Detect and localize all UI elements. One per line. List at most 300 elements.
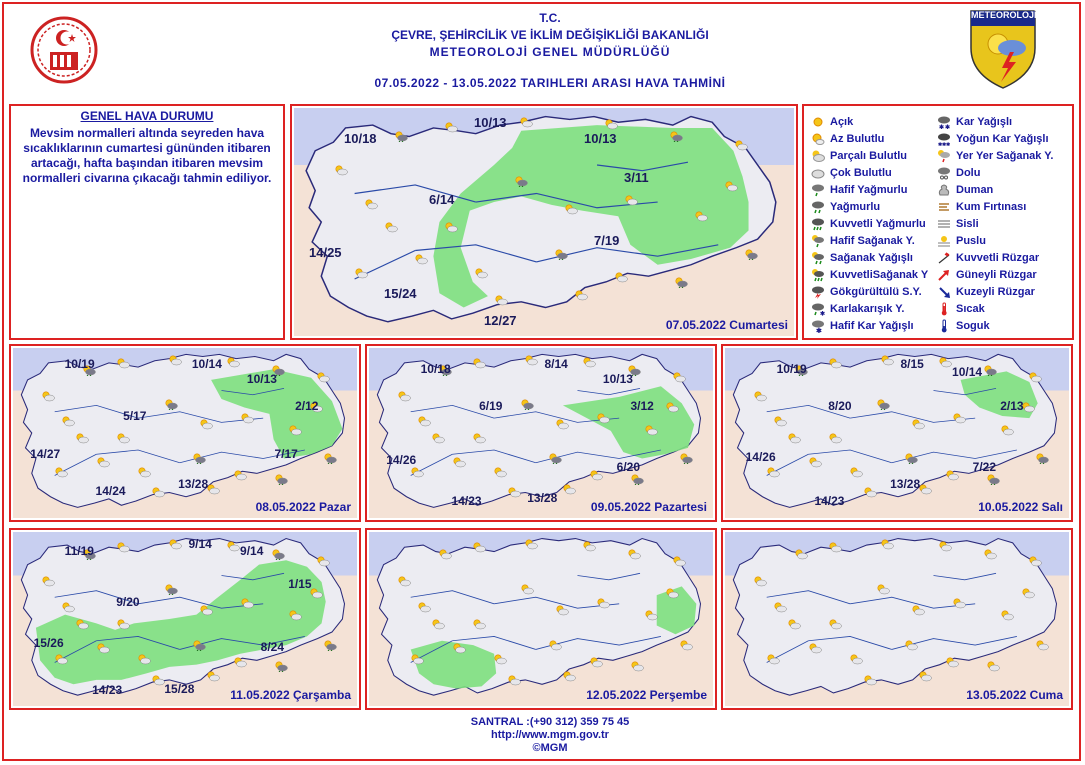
legend-item [936, 233, 986, 249]
shower-icon [520, 399, 534, 410]
partly-cloudy-icon [876, 584, 890, 595]
legend-box [802, 104, 1074, 340]
shower-icon [630, 474, 644, 485]
map-date-caption: 11.05.2022 Çarşamba [230, 688, 351, 702]
legend-label: Hafif Kar Yağışlı [830, 320, 914, 332]
partly-cloudy-icon [787, 619, 801, 630]
partly-cloudy-icon [431, 619, 445, 630]
temperature-label: 15/28 [164, 681, 195, 696]
map-date-caption: 13.05.2022 Cuma [966, 688, 1063, 702]
forecast-map-day3 [365, 344, 717, 522]
legend-item [936, 165, 980, 181]
header-ministry: ÇEVRE, ŞEHİRCİLİK VE İKLİM DEĞİŞİKLİĞİ BAKANLIĞI [391, 28, 709, 42]
legend-label: Dolu [956, 167, 981, 179]
legend-label: Karlakarışık Y. [830, 303, 905, 315]
map-area [294, 108, 794, 336]
light-snow-icon [810, 319, 826, 333]
rain-icon [810, 200, 826, 214]
legend-item [936, 199, 1026, 215]
partly-cloudy-icon [724, 181, 738, 192]
heavy-rain-icon [810, 217, 826, 231]
partly-cloudy-icon [627, 549, 641, 560]
temperature-label: 10/13 [474, 114, 507, 130]
temperature-label: 6/20 [616, 460, 641, 475]
partly-cloudy-icon [582, 357, 596, 368]
partly-cloudy-icon [240, 598, 254, 609]
partly-cloudy-icon [54, 654, 68, 665]
legend-item [810, 131, 884, 147]
partly-cloudy-icon [316, 556, 330, 567]
legend-label: Kum Fırtınası [956, 201, 1027, 213]
partly-cloudy-icon [604, 119, 618, 130]
partly-cloudy-icon [116, 542, 130, 553]
shower-icon [323, 453, 337, 464]
legend-item [936, 284, 1035, 300]
light-rain-icon [810, 183, 826, 197]
partly-cloudy-icon [564, 204, 578, 215]
partly-cloudy-icon [116, 358, 130, 369]
temperature-label: 13/28 [178, 477, 209, 492]
shower-icon [679, 453, 693, 464]
partly-cloudy-icon [555, 419, 569, 430]
shower-icon [876, 399, 890, 410]
legend-label: Yoğun Kar Yağışlı [956, 133, 1049, 145]
map-area [725, 348, 1069, 518]
legend-label: Güneyli Rüzgar [956, 269, 1037, 281]
partly-cloudy-icon [233, 657, 247, 668]
map-area [369, 532, 713, 706]
partly-cloudy-icon [808, 643, 822, 654]
shower-icon [323, 640, 337, 651]
map-date-caption: 08.05.2022 Pazar [255, 500, 351, 514]
map-date-caption: 09.05.2022 Pazartesi [590, 500, 707, 514]
legend-item [810, 267, 928, 283]
partly-cloudy-icon [1035, 640, 1049, 651]
local-shower-icon [936, 149, 952, 163]
cloud-icon [810, 166, 826, 180]
partly-cloudy-icon [574, 290, 588, 301]
partly-cloudy-icon [206, 671, 220, 682]
partly-cloudy-icon [938, 541, 952, 552]
partly-cloudy-icon [555, 605, 569, 616]
partly-cloudy-icon [614, 272, 628, 283]
temperature-label: 10/13 [584, 130, 617, 146]
legend-item [810, 301, 904, 317]
temperature-label: 12/27 [484, 313, 517, 329]
partly-cloudy-icon [863, 675, 877, 686]
partly-cloudy-icon [137, 467, 151, 478]
map-date-caption: 10.05.2022 Salı [978, 500, 1063, 514]
partly-cloudy-icon [753, 576, 767, 587]
partly-cloudy-icon [562, 671, 576, 682]
shower-icon [983, 365, 997, 376]
partly-cloudy-icon [624, 195, 638, 206]
partly-cloudy-icon [679, 640, 693, 651]
partly-cloudy-icon [384, 222, 398, 233]
forecast-map-day4 [721, 344, 1073, 522]
svg-text:✱: ✱ [820, 311, 825, 316]
partly-cloudy-icon [773, 602, 787, 613]
partly-cloudy-icon [316, 372, 330, 383]
partly-cloudy-icon [431, 433, 445, 444]
partly-cloudy-icon [137, 654, 151, 665]
map-area [13, 348, 357, 518]
partly-cloudy-icon [288, 425, 302, 436]
legend-item [936, 182, 993, 198]
ministry-emblem-icon [30, 10, 98, 92]
svg-text:✱: ✱ [816, 328, 822, 333]
general-weather-text: Mevsim normalleri altında seyreden hava sıcaklıklarının cumartesi gününden itibaren artacağı, hafta başından itibaren mevsim normalleri civarına çıkacağı tahmin ediliyor. [22, 126, 272, 185]
legend-label: Çok Bulutlu [830, 167, 892, 179]
partly-cloudy-icon [494, 295, 508, 306]
haze-icon [936, 234, 952, 248]
legend-item [936, 318, 990, 334]
partly-cloudy-icon [41, 576, 55, 587]
temperature-label: 8/15 [900, 356, 924, 371]
temperature-label: 10/13 [602, 371, 633, 386]
partly-cloudy-icon [474, 268, 488, 279]
partly-cloudy-icon [452, 457, 466, 468]
temperature-label: 6/19 [479, 399, 503, 413]
legend-label: Sisli [956, 218, 979, 230]
partly-cloudy-icon [952, 413, 966, 424]
partly-cloudy-icon [589, 657, 603, 668]
partly-cloudy-icon [880, 539, 894, 550]
partly-cloudy-icon [233, 470, 247, 481]
legend-label: Yağmurlu [830, 201, 881, 213]
header-date-range: 07.05.2022 - 13.05.2022 TARIHLERI ARASI HAVA TAHMİNİ [374, 76, 726, 90]
temperature-label: 3/12 [630, 399, 654, 413]
temperature-label: 8/20 [828, 399, 852, 413]
partly-cloudy-icon [168, 539, 182, 550]
svg-text:✱: ✱ [939, 125, 945, 129]
partly-cloudy-icon [524, 355, 538, 366]
partly-cloudy-icon [1000, 425, 1014, 436]
legend-label: Duman [956, 184, 994, 196]
partly-cloudy-icon [414, 254, 428, 265]
temperature-label: 5/17 [123, 409, 147, 424]
legend-label: Yer Yer Sağanak Y. [956, 150, 1054, 162]
partly-cloudy-icon [524, 539, 538, 550]
temperature-label: 14/23 [92, 683, 123, 698]
svg-text:✱: ✱ [942, 142, 947, 146]
cold-icon [936, 319, 952, 333]
footer-copyright: ©MGM [532, 742, 568, 754]
shower-icon [394, 131, 408, 142]
sun-cloud-icon [810, 132, 826, 146]
legend-item [936, 131, 1049, 147]
shower-icon [548, 453, 562, 464]
header-directorate: METEOROLOJİ GENEL MÜDÜRLÜĞÜ [429, 45, 671, 59]
partly-cloudy-icon [734, 140, 748, 151]
temperature-label: 2/12 [295, 399, 319, 413]
legend-label: Kuvvetli Rüzgar [956, 252, 1040, 264]
legend-item [936, 250, 1039, 266]
general-weather-title: GENEL HAVA DURUMU [80, 109, 214, 123]
legend-item [810, 216, 926, 232]
temperature-label: 14/26 [386, 453, 417, 468]
partly-cloudy-icon [986, 661, 1000, 672]
legend-item [810, 182, 907, 198]
partly-cloudy-icon [808, 457, 822, 468]
temperature-label: 14/26 [745, 450, 776, 464]
partly-cloudy-icon [397, 576, 411, 587]
partly-cloudy-icon [240, 413, 254, 424]
temperature-label: 13/28 [527, 490, 558, 505]
svg-text:✱: ✱ [938, 142, 943, 146]
partly-cloudy-icon [417, 602, 431, 613]
partly-cloudy-icon [810, 149, 826, 163]
temperature-label: 7/17 [274, 446, 298, 461]
partly-cloudy-icon [288, 610, 302, 621]
map-area [725, 532, 1069, 706]
temperature-label: 7/19 [594, 233, 620, 249]
shower-icon [669, 131, 683, 142]
temperature-label: 10/13 [246, 371, 277, 386]
shower-icon [1035, 453, 1049, 464]
forecast-map-day6 [365, 528, 717, 710]
shower-icon [164, 584, 178, 595]
partly-cloudy-icon [665, 588, 679, 599]
map-area [369, 348, 713, 518]
temperature-label: 14/23 [451, 494, 482, 509]
temperature-label: 7/22 [972, 460, 997, 475]
partly-cloudy-icon [828, 619, 842, 630]
shower-icon [744, 249, 758, 260]
forecast-map-day5 [9, 528, 361, 710]
partly-cloudy-icon [672, 372, 686, 383]
partly-cloudy-icon [918, 671, 932, 682]
partly-cloudy-icon [75, 619, 89, 630]
logo-text: METEOROLOJİ [971, 10, 1037, 20]
partly-cloudy-icon [945, 657, 959, 668]
shower-icon [904, 453, 918, 464]
legend-label: Kuzeyli Rüzgar [956, 286, 1035, 298]
sandstorm-icon [936, 200, 952, 214]
legend-item [810, 199, 880, 215]
partly-cloudy-icon [519, 117, 533, 128]
hail-icon [936, 166, 952, 180]
partly-cloudy-icon [938, 357, 952, 368]
legend-label: Kar Yağışlı [956, 116, 1013, 128]
partly-cloudy-icon [773, 416, 787, 427]
partly-cloudy-icon [493, 654, 507, 665]
partly-cloudy-icon [54, 467, 68, 478]
partly-cloudy-icon [168, 355, 182, 366]
partly-cloudy-icon [452, 643, 466, 654]
south-wind-icon [936, 268, 952, 282]
shower-icon [674, 277, 688, 288]
partly-cloudy-icon [828, 542, 842, 553]
temperature-label: 14/25 [309, 244, 342, 260]
partly-cloudy-icon [596, 413, 610, 424]
turkey-map-svg [369, 532, 713, 706]
map-date-caption: 07.05.2022 Cumartesi [665, 318, 788, 332]
temperature-label: 14/27 [30, 446, 61, 461]
partly-cloudy-icon [507, 487, 521, 498]
partly-cloudy-icon [493, 467, 507, 478]
partly-cloudy-icon [828, 358, 842, 369]
partly-cloudy-icon [364, 199, 378, 210]
partly-cloudy-icon [472, 542, 486, 553]
sun-icon [810, 115, 826, 129]
heavy-snow-icon [936, 132, 952, 146]
partly-cloudy-icon [199, 419, 213, 430]
turkey-map-svg [725, 532, 1069, 706]
legend-item [810, 114, 853, 130]
partly-cloudy-icon [694, 211, 708, 222]
temperature-label: 9/20 [116, 594, 140, 609]
partly-cloudy-icon [507, 675, 521, 686]
partly-cloudy-icon [1028, 556, 1042, 567]
partly-cloudy-icon [96, 457, 110, 468]
partly-cloudy-icon [334, 165, 348, 176]
partly-cloudy-icon [226, 541, 240, 552]
partly-cloudy-icon [472, 358, 486, 369]
temperature-label: 2/13 [1000, 399, 1024, 413]
temperature-label: 14/24 [95, 484, 126, 498]
legend-item [936, 216, 979, 232]
legend-item [810, 250, 913, 266]
heavy-shower-icon [810, 268, 826, 282]
partly-cloudy-icon [548, 640, 562, 651]
shower-icon [271, 549, 285, 560]
temperature-label: 10/19 [776, 361, 807, 376]
legend-label: Az Bulutlu [830, 133, 885, 145]
legend-label: Parçalı Bulutlu [830, 150, 908, 162]
forecast-map-day1 [290, 104, 798, 340]
legend-item [810, 148, 907, 164]
hot-icon [936, 302, 952, 316]
partly-cloudy-icon [116, 433, 130, 444]
partly-cloudy-icon [596, 598, 610, 609]
partly-cloudy-icon [952, 598, 966, 609]
temperature-label: 9/14 [188, 537, 212, 552]
temperature-label: 6/14 [429, 192, 455, 208]
partly-cloudy-icon [151, 675, 165, 686]
temperature-label: 3/11 [624, 169, 649, 185]
partly-cloudy-icon [96, 643, 110, 654]
temperature-label: 10/14 [191, 356, 222, 371]
footer-santral: SANTRAL :(+90 312) 359 75 45 [470, 716, 630, 728]
mgm-logo-icon [968, 8, 1038, 90]
general-weather-box [9, 104, 285, 340]
legend-label: Açık [830, 116, 854, 128]
snow-icon [936, 115, 952, 129]
partly-cloudy-icon [41, 391, 55, 402]
temperature-label: 1/15 [288, 577, 312, 592]
legend-label: Soguk [956, 320, 990, 332]
legend-item [810, 284, 922, 300]
turkey-map-svg [13, 348, 357, 518]
partly-cloudy-icon [849, 654, 863, 665]
partly-cloudy-icon [444, 122, 458, 133]
legend-label: Hafif Sağanak Y. [830, 235, 915, 247]
partly-cloudy-icon [410, 467, 424, 478]
partly-cloudy-icon [911, 419, 925, 430]
legend-item [810, 233, 915, 249]
fog-icon [936, 217, 952, 231]
partly-cloudy-icon [582, 541, 596, 552]
shower-icon [274, 474, 288, 485]
partly-cloudy-icon [151, 487, 165, 498]
partly-cloudy-icon [794, 549, 808, 560]
partly-cloudy-icon [444, 222, 458, 233]
forecast-map-day2 [9, 344, 361, 522]
legend-label: KuvvetliSağanak Y [830, 269, 929, 281]
partly-cloudy-icon [116, 619, 130, 630]
partly-cloudy-icon [226, 357, 240, 368]
partly-cloudy-icon [438, 549, 452, 560]
map-area [13, 532, 357, 706]
legend-item [936, 267, 1037, 283]
partly-cloudy-icon [1000, 610, 1014, 621]
svg-text:✱: ✱ [945, 125, 951, 129]
map-date-caption: 12.05.2022 Perşembe [586, 688, 707, 702]
partly-cloudy-icon [644, 425, 658, 436]
partly-cloudy-icon [911, 605, 925, 616]
shower-icon [514, 176, 528, 187]
temperature-label: 10/18 [344, 130, 377, 146]
partly-cloudy-icon [672, 556, 686, 567]
partly-cloudy-icon [945, 470, 959, 481]
partly-cloudy-icon [61, 602, 75, 613]
smoke-icon [936, 183, 952, 197]
partly-cloudy-icon [1028, 372, 1042, 383]
partly-cloudy-icon [766, 654, 780, 665]
sleet-icon [810, 302, 826, 316]
legend-label: Puslu [956, 235, 986, 247]
legend-label: Kuvvetli Yağmurlu [830, 218, 926, 230]
temperature-label: 10/14 [952, 365, 983, 379]
partly-cloudy-icon [61, 416, 75, 427]
shower-icon [192, 640, 206, 651]
partly-cloudy-icon [665, 402, 679, 413]
temperature-label: 13/28 [890, 477, 921, 492]
partly-cloudy-icon [983, 549, 997, 560]
partly-cloudy-icon [75, 433, 89, 444]
temperature-label: 10/19 [64, 356, 95, 371]
partly-cloudy-icon [787, 433, 801, 444]
north-wind-icon [936, 285, 952, 299]
partly-cloudy-icon [630, 661, 644, 672]
legend-label: Gökgürültülü S.Y. [830, 286, 922, 298]
partly-cloudy-icon [589, 470, 603, 481]
legend-item [810, 318, 914, 334]
legend-label: Sıcak [956, 303, 985, 315]
shower-icon [986, 474, 1000, 485]
temperature-label: 8/24 [260, 639, 285, 654]
partly-cloudy-icon [880, 355, 894, 366]
partly-cloudy-icon [472, 619, 486, 630]
partly-cloudy-icon [397, 391, 411, 402]
svg-text:✱: ✱ [946, 142, 951, 146]
partly-cloudy-icon [849, 467, 863, 478]
header-tc: T.C. [539, 11, 561, 25]
shower-icon [192, 453, 206, 464]
forecast-map-day7 [721, 528, 1073, 710]
legend-item [936, 301, 985, 317]
partly-cloudy-icon [472, 433, 486, 444]
partly-cloudy-icon [410, 654, 424, 665]
legend-label: Hafif Yağmurlu [830, 184, 908, 196]
partly-cloudy-icon [753, 391, 767, 402]
strong-wind-icon [936, 251, 952, 265]
temperature-label: 11/19 [64, 544, 94, 559]
shower-icon [164, 399, 178, 410]
footer-url[interactable]: http://www.mgm.gov.tr [491, 729, 609, 741]
shower-icon [554, 249, 568, 260]
